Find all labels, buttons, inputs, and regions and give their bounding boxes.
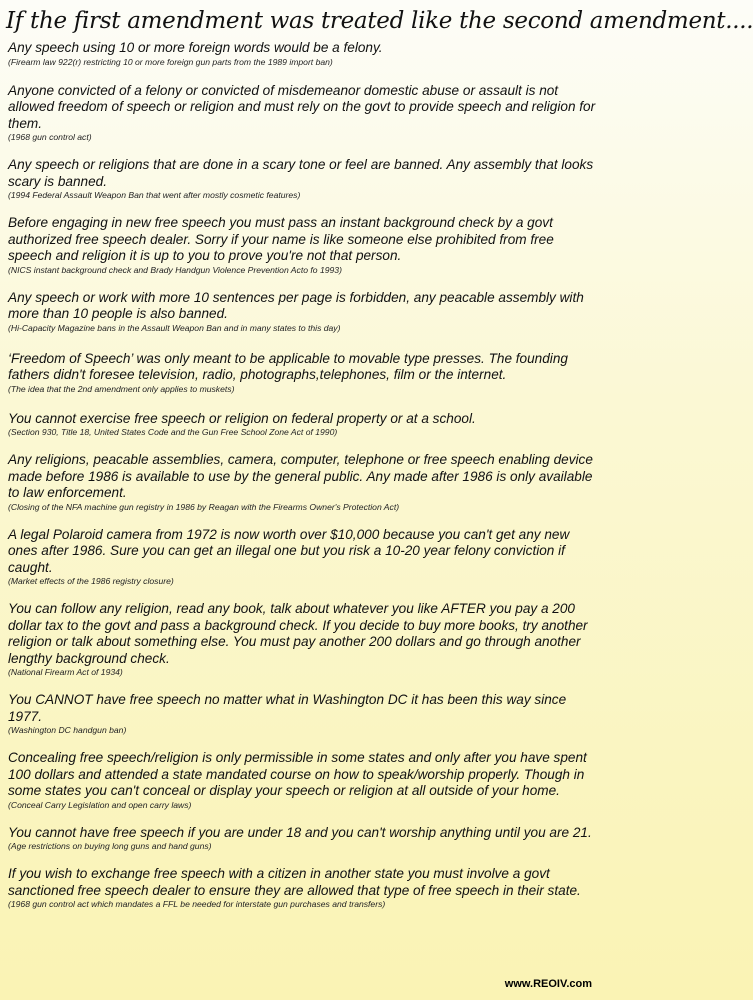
statement-source: (Closing of the NFA machine gun registry in 1986 by Reagan with the Firearms Owner's Protection Act) [8, 501, 400, 512]
statement-item [8, 750, 596, 811]
statement-source: (Age restrictions on buying long guns and hand guns) [8, 841, 212, 851]
statement-source: (Conceal Carry Legislation and open carry laws) [8, 799, 192, 810]
statement-item [8, 866, 596, 910]
statement-source: (NICS instant background check and Brady Handgun Violence Prevention Acto fo 1993) [8, 264, 342, 275]
statement-source: (The idea that the 2nd amendment only applies to muskets) [8, 383, 235, 394]
statement-item [8, 825, 596, 853]
statement-item [8, 83, 596, 144]
statement-source: (Hi-Capacity Magazine bans in the Assault Weapon Ban and in many states to this day) [8, 322, 341, 333]
statement-source: (Market effects of the 1986 registry closure) [8, 576, 174, 586]
statement-item [8, 290, 596, 334]
statement-text: Any religions, peacable assemblies, camera, computer, telephone or free speech enabling device made before 1986 is available to use by the general public. Any made after 1986 is only available to law enforcement. [8, 452, 593, 500]
statement-text: Any speech or work with more 10 sentences per page is forbidden, any peacable assembly with more than 10 people is also banned. [8, 289, 584, 321]
statement-item [8, 692, 596, 736]
statement-text: You can follow any religion, read any book, talk about whatever you like AFTER you pay a 200 dollar tax to the govt and pass a background check. If you decide to buy more books, try another religion or talk about something else. You must pay another 200 dollars and go through another lengthy background check. [8, 601, 588, 666]
website-link[interactable]: www.REOIV.com [504, 978, 592, 990]
statement-text: You cannot exercise free speech or religion on federal property or at a school. [8, 410, 476, 426]
page-title: If the first amendment was treated like the second amendment.... [6, 8, 753, 34]
statement-text: A legal Polaroid camera from 1972 is now worth over $10,000 because you can't get any new ones after 1986. Sure you can get an illegal one but you risk a 10-20 year felony conviction if caught. [8, 526, 570, 575]
statement-text: Anyone convicted of a felony or convicted of misdemeanor domestic abuse or assault is not allowed freedom of speech or religion and must rely on the govt to provide speech and religion for them. [8, 82, 596, 131]
statement-text: If you wish to exchange free speech with a citizen in another state you must involve a govt sanctioned free speech dealer to ensure they are allowed that type of free speech in their state. [8, 866, 581, 898]
statement-item [8, 601, 596, 678]
statement-text: Any speech or religions that are done in a scary tone or feel are banned. Any assembly that looks scary is banned. [8, 157, 594, 189]
statement-source: (Section 930, Title 18, United States Code and the Gun Free School Zone Act of 1990) [8, 427, 338, 437]
statement-item [8, 40, 596, 68]
statement-item [8, 452, 596, 513]
statement-source: (Firearm law 922(r) restricting 10 or more foreign gun parts from the 1989 import ban) [8, 56, 333, 67]
statement-source: (1994 Federal Assault Weapon Ban that went after mostly cosmetic features) [8, 190, 301, 200]
statement-item [8, 157, 596, 201]
statement-item [8, 351, 596, 395]
statement-text: You cannot have free speech if you are under 18 and you can't worship anything until you are 21. [8, 824, 592, 840]
statement-text: You CANNOT have free speech no matter what in Washington DC it has been this way since 1977. [8, 692, 567, 724]
statement-text: Concealing free speech/religion is only permissible in some states and only after you have spent 100 dollars and attended a state mandated course on how to speak/worship properly. Though in some states you can't conceal or display your speech or religion at all outside of your home. [8, 750, 587, 798]
statement-source: (National Firearm Act of 1934) [8, 667, 123, 677]
statement-item [8, 411, 596, 439]
statement-source: (1968 gun control act which mandates a FFL be needed for interstate gun purchases and transfers) [8, 899, 386, 909]
statement-text: ‘Freedom of Speech’ was only meant to be applicable to movable type presses. The founding fathers didn't foresee television, radio, photographs,telephones, film or the internet. [8, 350, 568, 382]
statement-item [8, 215, 596, 276]
statement-source: (Washington DC handgun ban) [8, 725, 127, 735]
statement-list [8, 40, 596, 910]
statement-text: Before engaging in new free speech you must pass an instant background check by a govt authorized free speech dealer. Sorry if your name is like someone else prohibited from free speech and religion it is up to you to prove you're not that person. [8, 215, 554, 263]
statement-text: Any speech using 10 or more foreign words would be a felony. [8, 40, 383, 55]
statement-item [8, 527, 596, 588]
statement-source: (1968 gun control act) [8, 132, 92, 142]
